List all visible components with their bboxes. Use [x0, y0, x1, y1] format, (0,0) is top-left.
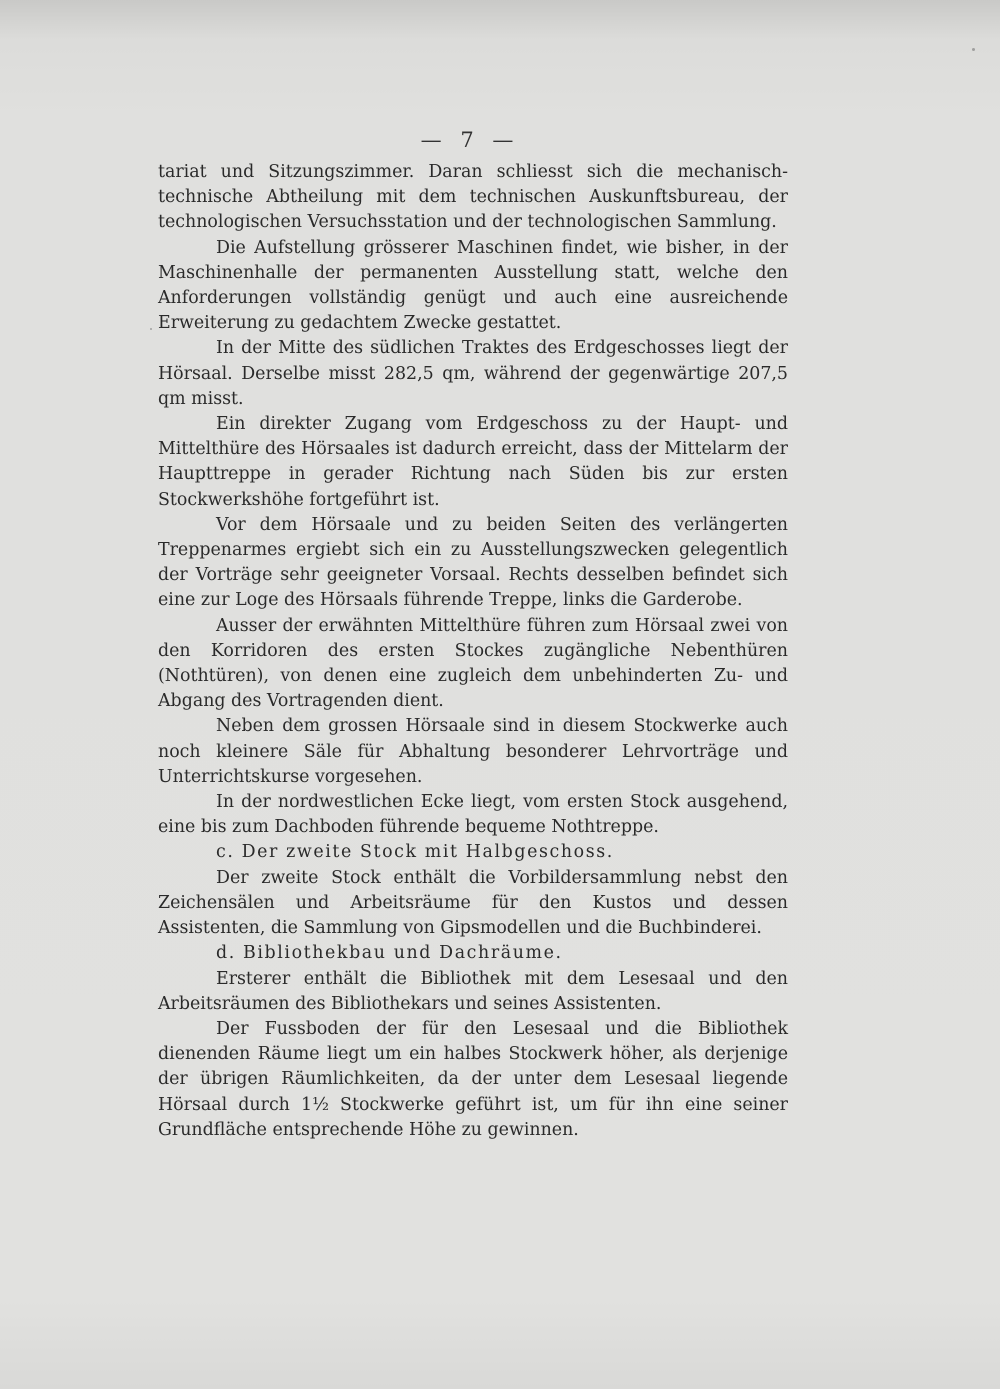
paragraph-4: Ein direkter Zugang vom Erdgeschoss zu der Haupt- und Mittelthüre des Hörsaales ist dadurch erreicht, dass der Mittelarm der Haupttreppe in gerader Richtung nach Süden bis zur ersten Stockwerkshöhe fortgeführt ist. [158, 414, 788, 510]
paper-speck [150, 328, 152, 330]
paragraph-10: Ersterer enthält die Bibliothek mit dem Lesesaal und den Arbeitsräumen des Bibliothekars und seines Assistenten. [158, 968, 788, 1014]
paragraph-1: tariat und Sitzungszimmer. Daran schliesst sich die mechanisch-technische Abtheilung mit dem technischen Auskunftsbureau, der technologischen Versuchsstation und der technologischen Sammlung. [158, 162, 788, 233]
paragraph-8: In der nordwestlichen Ecke liegt, vom ersten Stock ausgehend, eine bis zum Dachboden führende bequeme Nothtreppe. [158, 792, 788, 838]
paragraph-9: Der zweite Stock enthält die Vorbildersammlung nebst den Zeichensälen und Arbeitsräume für den Kustos und dessen Assistenten, die Sammlung von Gipsmodellen und die Buchbinderei. [158, 867, 788, 939]
paragraph-3: In der Mitte des südlichen Traktes des Erdgeschosses liegt der Hörsaal. Derselbe misst 282,5 qm, während der gegenwärtige 207,5 qm misst. [158, 338, 788, 409]
paragraph-7: Neben dem grossen Hörsaale sind in diesem Stockwerke auch noch kleinere Säle für Abhaltung besonderer Lehrvorträge und Unterrichtskurse vorgesehen. [158, 716, 788, 787]
page-number: — 7 — [420, 128, 520, 152]
paragraph-6: Ausser der erwähnten Mittelthüre führen zum Hörsaal zwei von den Korridoren des ersten Stockes zugängliche Nebenthüren (Nothtüren), von denen eine zugleich dem unbehinderten Zu- und Abgang des Vortragenden dient. [158, 615, 788, 712]
paragraph-5: Vor dem Hörsaale und zu beiden Seiten des verlängerten Treppenarmes ergiebt sich ein zu Ausstellungszwecken gelegentlich der Vorträge sehr geeigneter Vorsaal. Rechts desselben befindet sich eine zur Loge des Hörsaals führende Treppe, links die Garderobe. [158, 514, 788, 611]
section-heading-d: d. Bibliothekbau und Dachräume. [216, 943, 563, 964]
paper-speck [972, 48, 975, 51]
paragraph-2: Die Aufstellung grösserer Maschinen findet, wie bisher, in der Maschinenhalle der permanenten Ausstellung statt, welche den Anforderungen vollständig genügt und auch eine ausreichende Erweiterung zu gedachtem Zwecke gestattet. [158, 237, 788, 334]
body-text [158, 160, 788, 1143]
section-heading-c: c. Der zweite Stock mit Halbgeschoss. [216, 842, 614, 863]
paragraph-11: Der Fussboden der für den Lesesaal und die Bibliothek dienenden Räume liegt um ein halbes Stockwerk höher, als derjenige der übrigen Räumlichkeiten, da der unter dem Lesesaal liegende Hörsaal durch 1½ Stockwerke geführt ist, um für ihn eine seiner Grundfläche entsprechende Höhe zu gewinnen. [158, 1018, 788, 1140]
